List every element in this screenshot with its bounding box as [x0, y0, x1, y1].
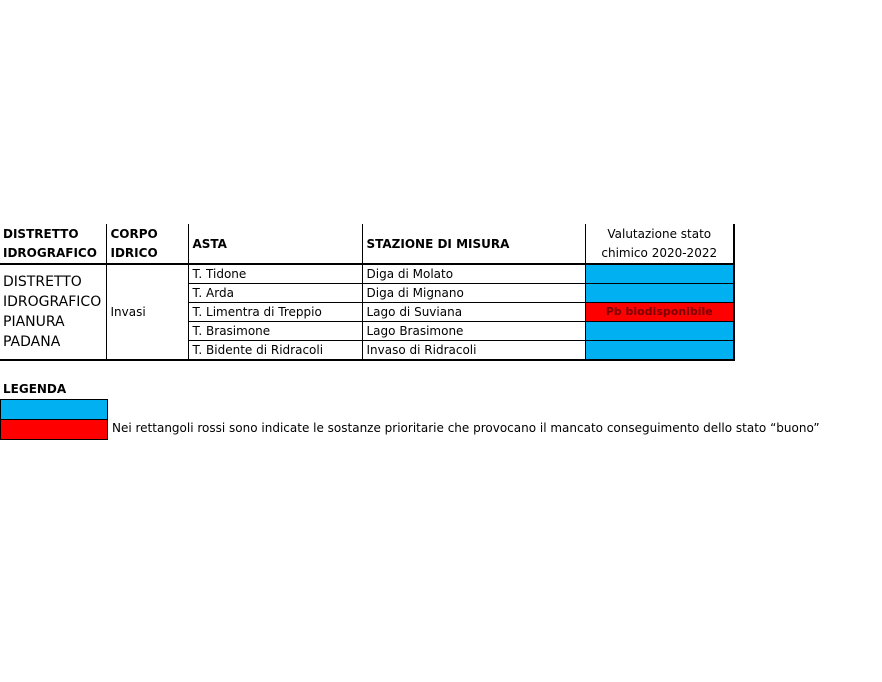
header-corpo-line1: CORPO [110, 226, 158, 241]
distretto-line: IDROGRAFICO [3, 294, 102, 310]
table-row [0, 264, 734, 284]
corpo-idrico-cell: Invasi [106, 264, 188, 360]
asta-cell: T. Brasimone [188, 322, 362, 341]
stazione-cell: Diga di Molato [362, 264, 585, 284]
stazione-cell: Invaso di Ridracoli [362, 341, 585, 361]
asta-cell: T. Bidente di Ridracoli [188, 341, 362, 361]
distretto-line: DISTRETTO [3, 274, 82, 290]
header-valutazione-line1: Valutazione stato [607, 226, 712, 241]
header-corpo-line2: IDRICO [110, 245, 158, 260]
header-asta: ASTA [188, 224, 362, 264]
table-header-row [0, 224, 734, 264]
distretto-line: PIANURA [3, 314, 65, 330]
stazione-cell: Lago Brasimone [362, 322, 585, 341]
header-distretto-line1: DISTRETTO [3, 226, 79, 241]
asta-cell: T. Arda [188, 284, 362, 303]
status-cell [585, 284, 734, 303]
distretto-cell [0, 264, 106, 360]
status-cell [585, 322, 734, 341]
asta-cell: T. Tidone [188, 264, 362, 284]
legend-swatch-bad [0, 419, 108, 440]
legend-swatch-good [0, 399, 108, 420]
header-distretto-line2: IDROGRAFICO [3, 245, 97, 260]
legend-title: LEGENDA [3, 382, 67, 396]
header-corpo-idrico [106, 224, 188, 264]
status-cell [585, 264, 734, 284]
status-cell: Pb biodisponibile [585, 303, 734, 322]
stazione-cell: Lago di Suviana [362, 303, 585, 322]
status-cell [585, 341, 734, 361]
distretto-line: PADANA [3, 334, 61, 350]
stazione-cell: Diga di Mignano [362, 284, 585, 303]
asta-cell: T. Limentra di Treppio [188, 303, 362, 322]
header-valutazione-line2: chimico 2020-2022 [601, 245, 718, 260]
legend-description: Nei rettangoli rossi sono indicate le sostanze prioritarie che provocano il mancato conseguimento dello stato “buono” [112, 421, 820, 435]
chemical-status-table [0, 224, 735, 361]
header-valutazione [585, 224, 734, 264]
header-distretto [0, 224, 106, 264]
header-stazione: STAZIONE DI MISURA [362, 224, 585, 264]
